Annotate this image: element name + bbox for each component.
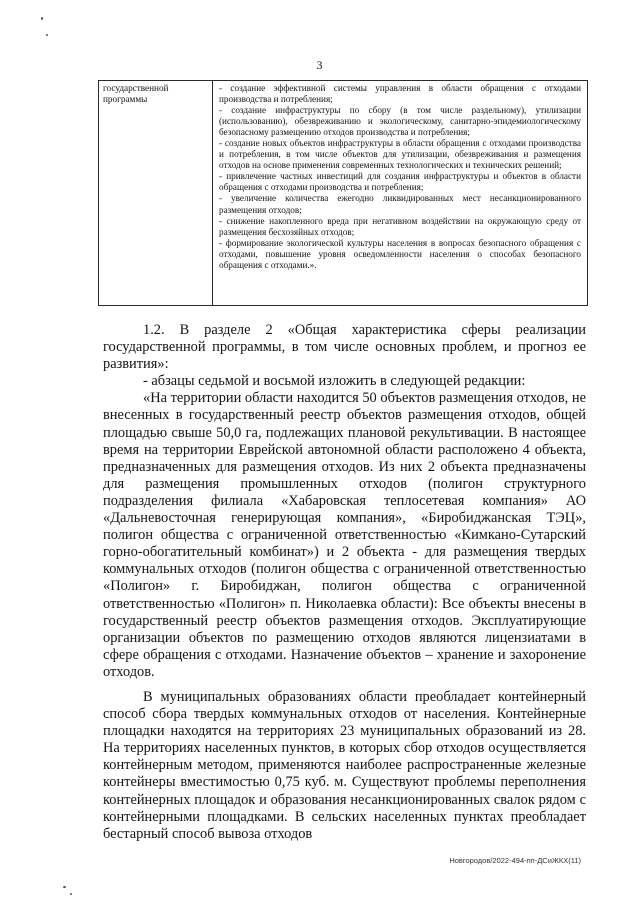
goal-item: - снижение накопленного вреда при негативном воздействии на окружающую среду от размещения бесхозяйных отходов;	[219, 215, 581, 237]
table-cell-label: государственной программы	[98, 80, 213, 306]
paragraph-instruction: - абзацы седьмой и восьмой изложить в следующей редакции:	[143, 373, 526, 390]
goal-item: - формирование экологической культуры населения в вопросах безопасного обращения с отходами, повышение уровня осведомленности населения о способах безопасного обращения с отходами.».	[219, 237, 581, 270]
paragraph-section-intro: 1.2. В разделе 2 «Общая характеристика сферы реализации государственной программы, в том числе основных проблем, и прогноз ее развития»:	[103, 322, 586, 373]
scan-speck	[41, 17, 43, 20]
table-cell-goals	[212, 80, 588, 306]
document-body	[103, 322, 586, 843]
page-number: 3	[316, 58, 323, 72]
goal-item: - привлечение частных инвестиций для создания инфраструктуры и объектов в области обращения с отходами производства и потребления;	[219, 171, 581, 193]
paragraph-container-collection: В муниципальных образованиях области преобладает контейнерный способ сбора твердых коммунальных отходов от населения. Контейнерные площадки находятся на территориях 23 муниципальных образований из 28. На территориях населенных пунктов, в которых сбор отходов осуществляется контейнерным методом, применяются наиболее распространенные железные контейнеры вместимостью 0,75 куб. м. Существуют проблемы переполнения контейнерных площадок и образования несанкционированных свалок рядом с контейнерными площадками. В сельских населенных пунктах преобладает бестарный способ вывоза отходов	[103, 688, 586, 842]
scan-speck	[46, 34, 48, 36]
paragraph-waste-objects: «На территории области находится 50 объектов размещения отходов, не внесенных в государственный реестр объектов размещения отходов, общей площадью свыше 50,0 га, подлежащих плановой рекультивации. В настоящее время на территории Еврейской автономной области расположено 4 объекта, предназначенных для размещения отходов. Из них 2 объекта предназначены для размещения промышленных отходов (полигон структурного подразделения филиала «Хабаровская теплосетевая компания» АО «Дальневосточная генерирующая компания», «Биробиджанская ТЭЦ», полигон общества с ограниченной ответственностью «Кимкано-Сутарский горно-обогатительный комбинат») и 2 объекта - для размещения твердых коммунальных отходов (полигон общества с ограниченной ответственностью «Полигон» г. Биробиджан, полигон общества с ограниченной ответственностью «Полигон» п. Николаевка области): Все объекты внесены в государственный реестр объектов размещения отходов. Эксплуатирующие организации объектов по размещению отходов являются лицензиатами в сфере обращения с отходами. Назначение объектов – хранение и захоронение отходов.	[103, 390, 586, 680]
goal-item: - увеличение количества ежегодно ликвидированных мест несанкционированного размещения отходов;	[219, 193, 581, 215]
scan-speck	[70, 893, 72, 895]
goal-item: - создание эффективной системы управления в области обращения с отходами производства и потребления;	[219, 83, 581, 105]
document-footer-code: Новгородов/2022-494-пп-ДСиЖКХ(11)	[449, 856, 581, 865]
goal-item: - создание новых объектов инфраструктуры в области обращения с отходами производства и потребления, в том числе объектов для утилизации, обезвреживания и размещения отходов на основе применения современных технологических и технических решений;	[219, 138, 581, 171]
scan-speck	[63, 886, 66, 888]
goal-item: - создание инфраструктуры по сбору (в том числе раздельному), утилизации (использованию), обезвреживанию и экологическому, санитарно-эпидемиологическому безопасному размещению отходов производства и потребления;	[219, 105, 581, 138]
